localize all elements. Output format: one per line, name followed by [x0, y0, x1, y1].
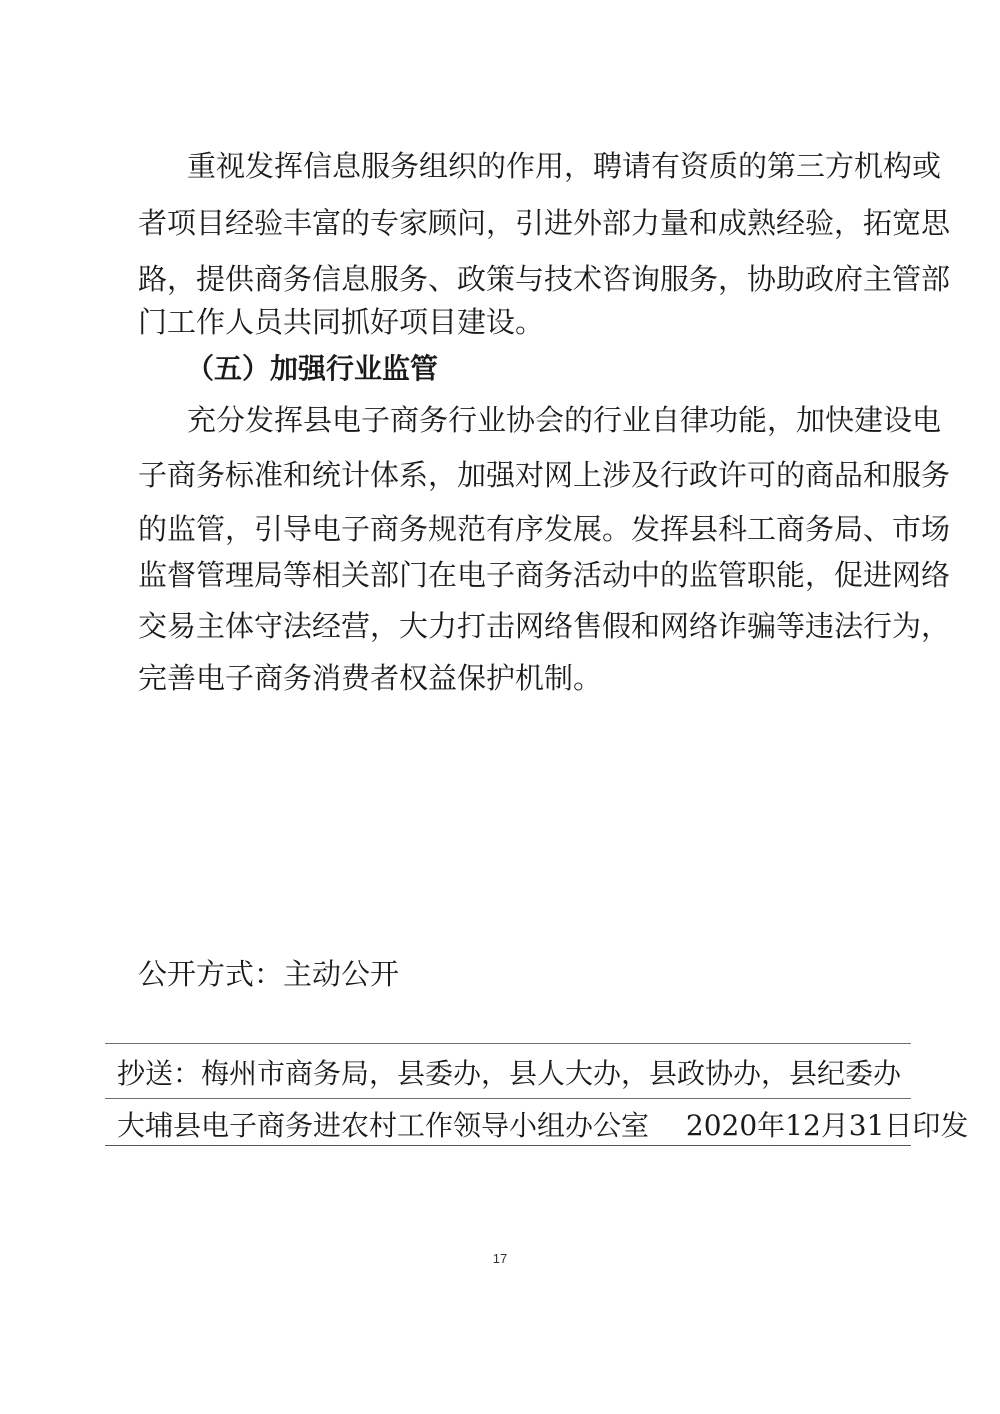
paragraph-two-line-1: 充分发挥县电子商务行业协会的行业自律功能，加快建设电 [187, 403, 942, 437]
cc-top-rule [105, 1043, 911, 1044]
issuer-line: 大埔县电子商务进农村工作领导小组办公室 2020年12月31日印发 [117, 1109, 969, 1142]
section-heading: （五）加强行业监管 [186, 352, 439, 385]
paragraph-two-line-3: 的监管，引导电子商务规范有序发展。发挥县科工商务局、市场 [138, 512, 951, 546]
paragraph-two-line-5: 交易主体守法经营，大力打击网络售假和网络诈骗等违法行为， [138, 609, 951, 643]
paragraph-two-line-2: 子商务标准和统计体系，加强对网上涉及行政许可的商品和服务 [138, 458, 951, 492]
paragraph-two-line-4: 监督管理局等相关部门在电子商务活动中的监管职能，促进网络 [138, 558, 951, 592]
cc-bottom-rule [105, 1098, 911, 1099]
page-number: 17 [492, 1251, 508, 1266]
disclosure-method: 公开方式：主动公开 [138, 957, 400, 991]
paragraph-one-line-1: 重视发挥信息服务组织的作用，聘请有资质的第三方机构或 [187, 149, 942, 183]
cc-recipients: 抄送：梅州市商务局，县委办，县人大办，县政协办，县纪委办 [117, 1057, 902, 1090]
paragraph-two-line-6: 完善电子商务消费者权益保护机制。 [138, 661, 603, 695]
issuer-bottom-rule [105, 1145, 911, 1146]
paragraph-one-line-2: 者项目经验丰富的专家顾问，引进外部力量和成熟经验，拓宽思 [138, 206, 951, 240]
paragraph-one-line-4: 门工作人员共同抓好项目建设。 [138, 305, 545, 339]
paragraph-one-line-3: 路，提供商务信息服务、政策与技术咨询服务，协助政府主管部 [138, 262, 951, 296]
